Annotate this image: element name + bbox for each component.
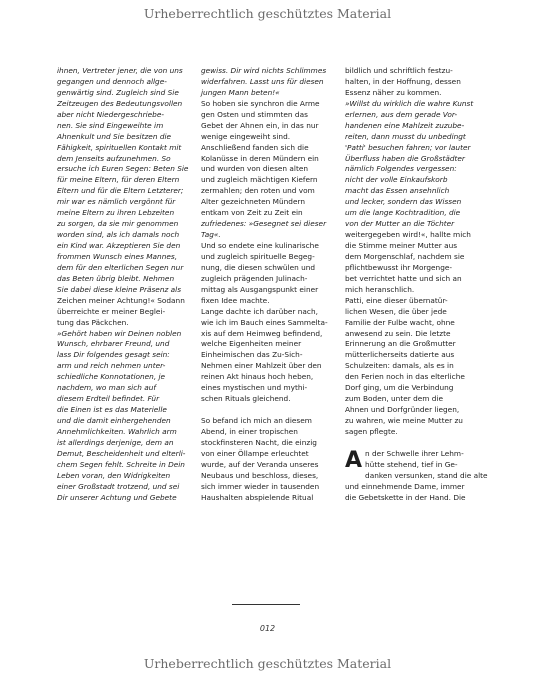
text-line: nämlich Folgendes vergessen: xyxy=(345,164,457,174)
text-line: Tag«. xyxy=(201,230,221,240)
text-column-3 xyxy=(345,66,488,504)
text-line: aber nicht Niedergeschriebe- xyxy=(57,109,164,119)
text-line: frommen Wunsch eines Mannes, xyxy=(57,251,178,261)
text-line: Ahnenkult und Sie besitzen die xyxy=(57,131,172,141)
page-number: 012 xyxy=(259,624,276,633)
text-line: »Willst du wirklich die wahre Kunst xyxy=(345,98,474,108)
text-line: schiedliche Konnotationen, je xyxy=(57,372,166,382)
text-line: hütte stehend, tief in Ge- xyxy=(365,459,458,469)
text-line: zufriedenes: »Gesegnet sei dieser xyxy=(201,219,327,229)
text-line: Haushalten abspielende Ritual xyxy=(201,492,314,502)
text-line: lass Dir folgendes gesagt sein: xyxy=(57,350,170,360)
text-line: zum Boden, unter dem die xyxy=(345,394,443,404)
text-line: ihnen, Vertreter jener, die von uns xyxy=(57,66,183,75)
text-line: widerfahren. Lasst uns für diesen xyxy=(201,76,324,86)
section-spacer xyxy=(345,438,473,449)
text-line: »Gehört haben wir Deinen noblen xyxy=(57,328,182,338)
text-line: stockfinsteren Nacht, die einzig xyxy=(201,437,317,447)
text-line: den Ferien noch in das elterliche xyxy=(345,372,465,382)
text-line: nachdem, wo man sich auf xyxy=(57,383,156,393)
text-line: zu sorgen, da sie mir genommen xyxy=(57,219,179,229)
column-3-section-2 xyxy=(345,447,488,504)
text-line: um die lange Kochtradition, die xyxy=(345,208,461,218)
text-line: gegangen und dennoch allge- xyxy=(57,76,167,86)
text-line: mittag als Ausgangspunkt einer xyxy=(201,284,319,294)
text-line xyxy=(201,405,329,416)
text-line: schen Rituals gleichend. xyxy=(201,394,291,404)
text-line: xis auf dem Heimweg befindend, xyxy=(201,328,323,338)
text-line: jungen Mann beten!« xyxy=(201,87,280,97)
text-line: nen. Sie sind Eingeweihte im xyxy=(57,120,164,130)
text-line: tung das Päckchen. xyxy=(57,317,129,327)
text-line: zu wahren, wie meine Mutter zu xyxy=(345,416,463,425)
text-line: meine Eltern zu ihren Lebzeiten xyxy=(57,208,175,218)
text-line: 'Patti' besuchen fahren; vor lauter xyxy=(345,142,471,152)
text-line: für meine Eltern, für deren Eltern xyxy=(57,175,180,185)
text-line: Dir unserer Achtung und Gebete xyxy=(57,492,177,502)
text-line: Kolanüsse in deren Mündern ein xyxy=(201,153,319,163)
text-line: Schulzeiten: damals, als es in xyxy=(345,361,454,371)
text-line: Überfluss haben die Großstädter xyxy=(345,153,465,163)
text-column-1 xyxy=(57,66,189,504)
text-line: Annehmlichkeiten. Wahrlich arm xyxy=(57,426,177,436)
text-line: Lange dachte ich darüber nach, xyxy=(201,306,318,316)
text-line: und die damit einhergehenden xyxy=(57,416,171,425)
text-line: Eltern und für die Eltern Letzterer; xyxy=(57,186,184,196)
text-line: gen Osten und stimmten das xyxy=(201,109,308,119)
text-line: Leben voran, den Widrigkeiten xyxy=(57,470,171,480)
text-line: nung, die diesen schwülen und xyxy=(201,262,316,272)
text-line: fixen Idee machte. xyxy=(201,295,270,305)
text-line: Gebet der Ahnen ein, in das nur xyxy=(201,120,319,130)
text-line: bildlich und schriftlich festzu- xyxy=(345,66,453,75)
column-3-section-1 xyxy=(345,66,473,438)
text-line: entkam von Zeit zu Zeit ein xyxy=(201,208,303,218)
text-line: Und so endete eine kulinarische xyxy=(201,241,319,250)
text-line: halten, in der Hoffnung, dessen xyxy=(345,76,461,86)
text-line: So befand ich mich an diesem xyxy=(201,416,312,425)
text-line: mir war es nämlich vergönnt für xyxy=(57,197,176,207)
text-line: und zugleich spirituelle Begeg- xyxy=(201,251,315,261)
text-line: Wunsch, ehrbarer Freund, und xyxy=(57,339,170,349)
text-line: Neubaus und beschloss, dieses, xyxy=(201,470,319,480)
drop-cap: A xyxy=(345,447,363,473)
text-line: erlernen, aus dem gerade Vor- xyxy=(345,109,458,119)
text-line: Nehmen einer Mahlzeit über den xyxy=(201,361,322,371)
text-line: worden sind, als ich damals noch xyxy=(57,230,180,240)
text-line: zugleich prägenden Julinach- xyxy=(201,273,308,283)
text-line: dem Jenseits aufzunehmen. So xyxy=(57,153,171,163)
text-line: mütterlicherseits datierte aus xyxy=(345,350,455,360)
text-line: lichen Wesen, die über jede xyxy=(345,306,447,316)
text-line: Einheimischen das Zu-Sich- xyxy=(201,350,303,360)
text-line: macht das Essen ansehnlich xyxy=(345,186,450,196)
text-line: und einnehmende Dame, immer xyxy=(345,481,465,491)
text-line: sich immer wieder in tausenden xyxy=(201,481,320,491)
text-line: handenen eine Mahlzeit zuzube- xyxy=(345,120,465,130)
text-line: wurde, auf der Veranda unseres xyxy=(201,459,319,469)
text-line: Demut, Bescheidenheit und elterli- xyxy=(57,448,186,458)
text-line: ist allerdings derjenige, dem an xyxy=(57,437,174,447)
text-line: Dorf ging, um die Verbindung xyxy=(345,383,454,393)
text-line: Alter gezeichneten Mündern xyxy=(201,197,306,207)
text-line: genwärtig sind. Zugleich sind Sie xyxy=(57,87,179,97)
text-line: einer Großstadt trotzend, und sei xyxy=(57,481,180,491)
text-line: Sie dabei diese kleine Präsenz als xyxy=(57,284,182,294)
text-line: Essenz näher zu kommen. xyxy=(345,87,442,97)
text-line: Zeichen meiner Achtung!« Sodann xyxy=(57,295,185,305)
text-line: danken versunken, stand die alte xyxy=(365,470,488,480)
footer-rule xyxy=(232,604,300,605)
text-line: anwesend zu sein. Die letzte xyxy=(345,328,451,338)
text-line: ein Kind war. Akzeptieren Sie den xyxy=(57,241,181,250)
text-line: bet verrichtet hatte und sich an xyxy=(345,273,462,283)
watermark-bottom: Urheberrechtlich geschütztes Material xyxy=(143,656,392,671)
text-line: überreichte er meiner Beglei- xyxy=(57,306,166,316)
text-line: das Beten übrig bleibt. Nehmen xyxy=(57,273,175,283)
text-line: welche Eigenheiten meiner xyxy=(201,339,302,349)
text-line: ersuche ich Euren Segen: Beten Sie xyxy=(57,164,189,174)
text-line: reiten, dann musst du unbedingt xyxy=(345,131,466,141)
text-line: Patti, eine dieser übernatür- xyxy=(345,295,448,305)
text-line: reinen Akt hinaus hoch heben, xyxy=(201,372,314,382)
text-line: und zugleich mächtigen Kiefern xyxy=(201,175,318,185)
text-line: wenige eingeweiht sind. xyxy=(201,131,291,141)
text-line: von der Mutter an die Töchter xyxy=(345,219,455,229)
text-line: Abend, in einer tropischen xyxy=(201,426,298,436)
text-line: Anschließend fanden sich die xyxy=(201,142,309,152)
text-line: gewiss. Dir wird nichts Schlimmes xyxy=(201,66,327,75)
text-line: die Gebetskette in der Hand. Die xyxy=(345,492,466,502)
text-line: von einer Öllampe erleuchtet xyxy=(201,448,309,458)
text-line: und wurden von diesen alten xyxy=(201,164,308,174)
text-line: weitergegeben wird!«, hallte mich xyxy=(345,230,471,240)
text-line: arm und reich nehmen unter- xyxy=(57,361,166,371)
text-line: und lecker, sondern das Wissen xyxy=(345,197,462,207)
text-line: die Einen ist es das Materielle xyxy=(57,405,167,415)
text-line: sagen pflegte. xyxy=(345,426,398,436)
text-column-2 xyxy=(201,66,329,504)
text-line: diesem Erdteil befindet. Für xyxy=(57,394,160,404)
text-line: dem für den elterlichen Segen nur xyxy=(57,262,184,272)
text-line: Erinnerung an die Großmutter xyxy=(345,339,456,349)
watermark-top: Urheberrechtlich geschütztes Material xyxy=(143,6,392,21)
text-line: eines mystischen und mythi- xyxy=(201,383,308,393)
text-line: Familie der Fulbe wacht, ohne xyxy=(345,317,455,327)
text-line: dem Morgenschlaf, nachdem sie xyxy=(345,251,465,261)
text-line: die Stimme meiner Mutter aus xyxy=(345,241,458,250)
text-line: Zeitzeugen des Bedeutungsvollen xyxy=(57,98,183,108)
text-line: wie ich im Bauch eines Sammelta- xyxy=(201,317,328,327)
text-line: zermahlen; den roten und vom xyxy=(201,186,315,196)
text-line: pflichtbewusst ihr Morgenge- xyxy=(345,262,453,272)
text-line: mich heranschlich. xyxy=(345,284,415,294)
text-line: Ahnen und Dorfgründer liegen, xyxy=(345,405,460,415)
text-line: Fähigkeit, spirituellen Kontakt mit xyxy=(57,142,182,152)
text-line: chem Segen fehlt. Schreite in Dein xyxy=(57,459,185,469)
text-line: n der Schwelle ihrer Lehm- xyxy=(365,448,464,458)
text-line: nicht der volle Einkaufskorb xyxy=(345,175,448,185)
text-line: So hoben sie synchron die Arme xyxy=(201,98,320,108)
